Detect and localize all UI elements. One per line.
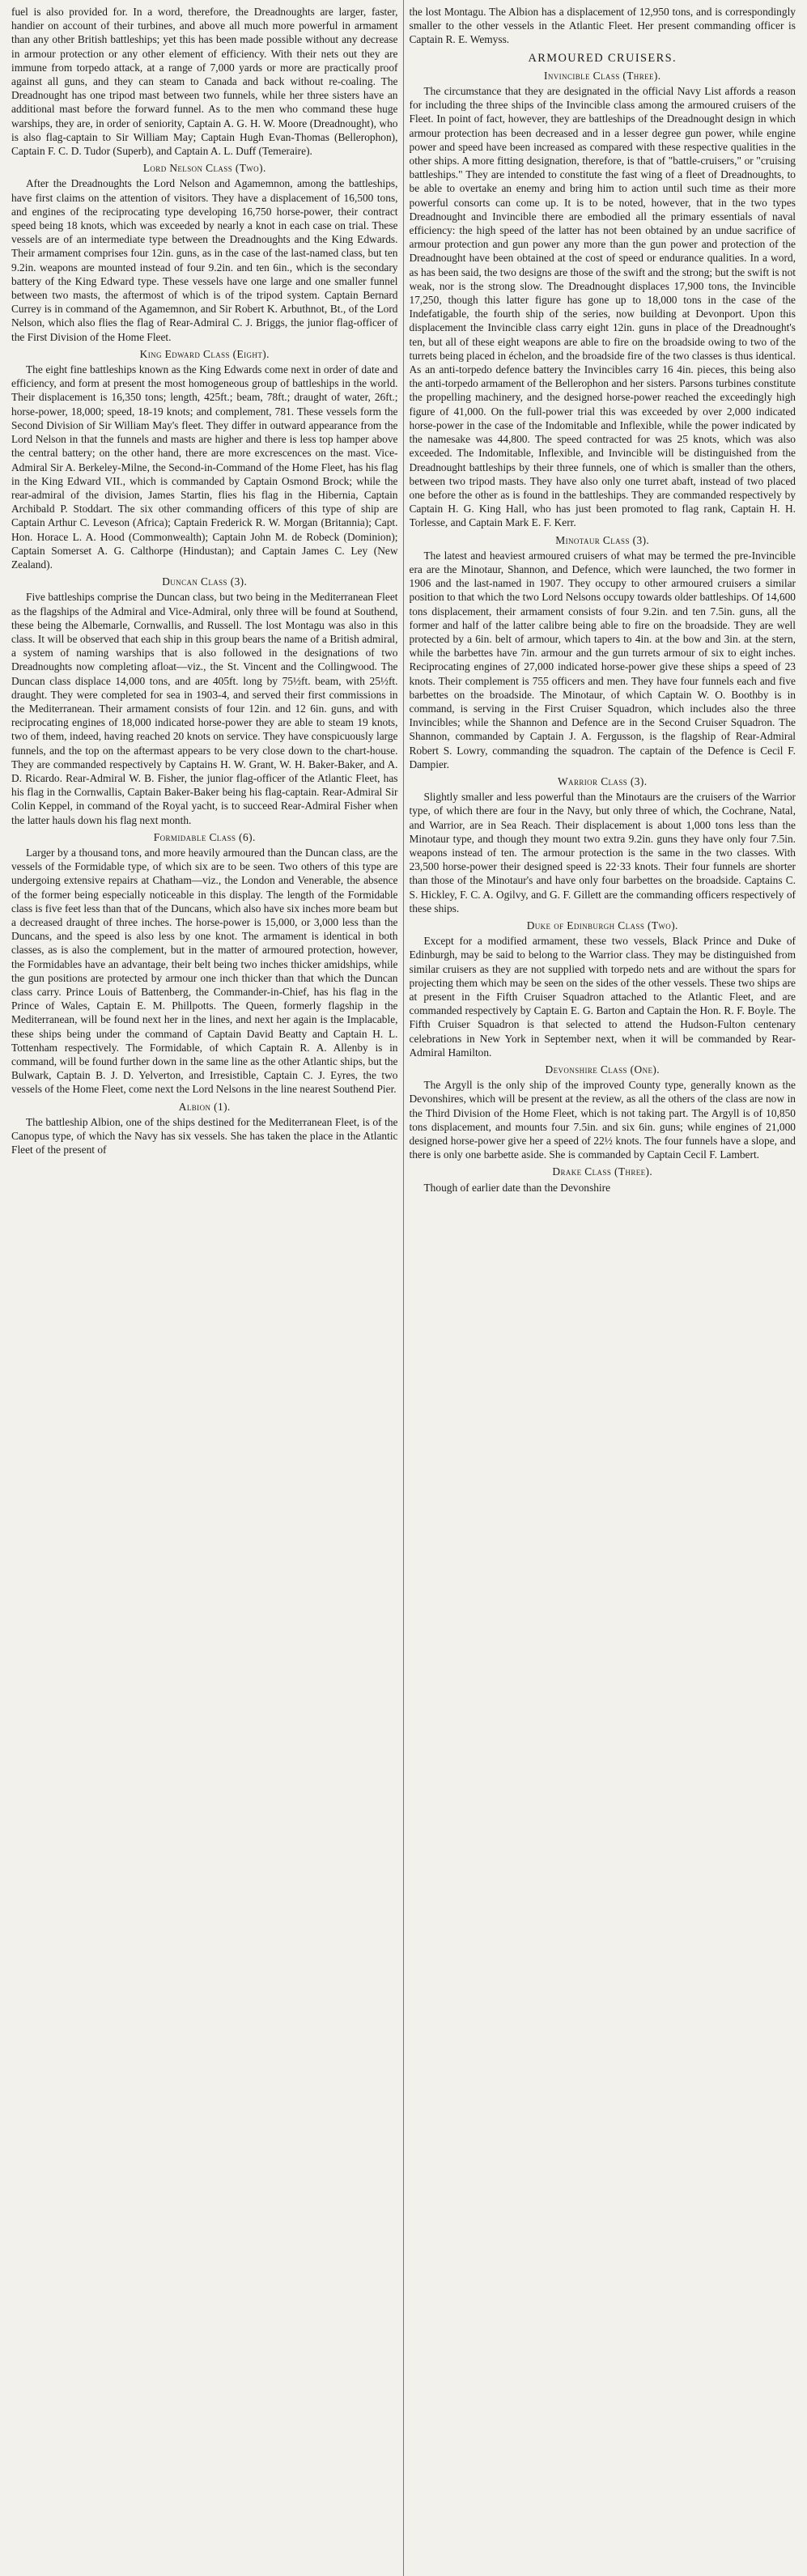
drake-paragraph: Though of earlier date than the Devonshire [423,1181,611,1194]
king-edward-heading: King Edward Class (Eight). [139,347,270,360]
column-divider [403,0,404,2576]
duncan-heading: Duncan Class (3). [162,575,248,588]
armoured-cruisers-heading: ARMOURED CRUISERS. [528,51,677,65]
minotaur-heading: Minotaur Class (3). [555,533,650,546]
invincible-paragraph: The circumstance that they are designated in the official Navy List affords a reason for including the three ships of the Invincible class among the armoured cruisers of the Fleet. In point of fact, however, they are battleships of the Dreadnought design in which armour protection has been decreased and in a lesser degree gun power, while engine power and speed have been increased as compared with these respective qualities in the other ships. A more fitting designation, therefore, is that of "battle-cruisers," or "cruising battleships." They are intended to constitute the fast wing of a fleet of Dreadnoughts, to be able to overtake an enemy and bring him to action until such time as their more powerful consorts can come up. It is to be noted, however, that in the two types Dreadnought and Invincible there are embodied all the primary essentials of naval efficiency: the high speed of the latter has not been obtained by an undue sacrifice of armour protection and gun power any more than the gun power and protection of the Dreadnought have been obtained at the cost of speed or endurance qualities. In a word, as has been said, the two designs are those of the swift and the strong; but the swift is not weak, nor is the strong slow. The Dreadnought displaces 17,900 tons, the Invincible 17,250, though this latter figure has gone up to 18,000 tons in the case of the Indefatigable, the fourth ship of the series, now building at Devonport. Upon this displacement the Invincible class carry eight 12in. guns in place of the Dreadnought's ten, but all of these eight weapons are able to fire on the broadside owing to two of the turrets being placed in échelon, and the broadside fire of the two classes is thus identical. As an anti-torpedo defence battery the Invincibles carry 16 4in. pieces, this being also the anti-torpedo armament of the Bellerophon and her sisters. Parsons turbines constitute the propelling machinery, and the designed horse-power reached the exceedingly high figure of 41,000. On the full-power trial this was exceeded by over 2,000 indicated horse-power in the case of the Indomitable and Inflexible, while the power indicated by the namesake was 44,800. The speed contracted for was 25 knots, which was also exceeded. The Indomitable, Inflexible, and Invincible will be distinguished from the Dreadnought battleships by their three funnels, one of which is smaller than the others, between two tripod masts. They have also only one turret abaft, instead of two placed one before the other as is found in the battleships. They are commanded respectively by Captain H. G. King Hall, who has just been promoted to flag rank, Captain H. H. Torlesse, and Captain Mark E. F. Kerr. [409,85,796,529]
warrior-heading: Warrior Class (3). [558,774,648,787]
dreadnought-paragraph: fuel is also provided for. In a word, therefore, the Dreadnoughts are larger, faster, handier on account of their turbines, and above all much more powerful in armament than any other British battleships; yet this has been made possible without any decrease in armour protection or any other element of efficiency. With their nets out they are immune from torpedo attack, at a range of 7,000 yards or more are practically proof against all guns, and they can steam to Canada and back without re-coaling. The Dreadnought has one tripod mast between two funnels, while her three sisters have an additional mast before the forward funnel. As to the men who command these huge warships, they are, in order of seniority, Captain A. G. H. W. Moore (Dreadnought), who is also flag-captain to Sir William May; Captain Hugh Evan-Thomas (Bellerophon), Captain F. C. D. Tudor (Superb), and Captain A. L. Duff (Temeraire). [11,6,398,158]
duncan-paragraph: Five battleships comprise the Duncan class, but two being in the Mediterranean Fleet as the flagships of the Admiral and Vice-Admiral, only three will be found at Southend, these being the Albemarle, Cornwallis, and Russell. The lost Montagu was also in this class. It will be observed that each ship in this group bears the name of a British admiral, a system of naming warships that is also followed in the designations of two Dreadnoughts now completing afloat—viz., the St. Vincent and the Collingwood. The Duncan class displace 14,000 tons, and are 405ft. long by 75½ft. beam, with 25½ft. draught. They were completed for sea in 1903-4, and served their first commissions in the Mediterranean. Their armament consists of four 12in. and 12 6in. guns, and with reciprocating engines of 18,000 indicated horse-power they are able to steam 19 knots, two of them, indeed, having reached 20 knots on service. They have conspicuously large funnels, and the top on the aftermast appears to be very close down to the chart-house. They are commanded respectively by Captains H. W. Grant, W. H. Baker-Baker, and A. D. Ricardo. Rear-Admiral W. B. Fisher, the junior flag-officer of the Atlantic Fleet, has his flag in the Cornwallis, Captain Baker-Baker being his flag-captain. Rear-Admiral Sir Colin Keppel, in command of the Royal yacht, is to succeed Rear-Admiral Fisher when the latter hauls down his flag next month. [11,591,398,826]
albion-paragraph: The battleship Albion, one of the ships destined for the Mediterranean Fleet, is of the Canopus type, of which the Navy has six vessels. She has taken the place in the Atlantic Fleet of the present of [11,1115,398,1156]
devonshire-heading: Devonshire Class (One). [545,1063,660,1076]
king-edward-paragraph: The eight fine battleships known as the King Edwards come next in order of date and efficiency, and form at present the most homogeneous group of battleships in the world. Their displacement is 16,350 tons; length, 425ft.; beam, 78ft.; draught of water, 26ft.; horse-power, 18,000; speed, 18-19 knots; and complement, 781. These vessels form the Second Division of Sir William May's fleet. They differ in outward appearance from the Lord Nelson in that the funnels and masts are higher and there is less top hamper above the central battery; on the other hand, there are more excrescences on the mast. Vice-Admiral Sir A. Berkeley-Milne, the Second-in-Command of the Home Fleet, has his flag in the King Edward VII., which is commanded by Captain Osmond Brock; while the rear-admiral of the division, James Startin, flies his flag in the Hibernia, Captain Archibald P. Stoddart. The six other commanding officers of this type of ship are Captain Arthur C. Leveson (Africa); Captain Frederick R. W. Morgan (Britannia); Capt. Hon. Horace L. A. Hood (Commonwealth); Captain John M. de Robeck (Dominion); Captain Somerset A. G. Calthorpe (Hindustan); and Captain James C. Ley (New Zealand). [11,363,398,571]
formidable-paragraph: Larger by a thousand tons, and more heavily armoured than the Duncan class, are the vessels of the Formidable type, of which six are to be seen. Two others of this type are undergoing extensive repairs at Chatham—viz., the London and Venerable, the absence of the former being especially noticeable in this display. The length of the Formidable class is five feet less than that of the Duncans, which also have six inches more beam but a decreased draught of three inches. The horse-power is 15,000, or 3,000 less than the Duncans, and the speed is also less by one knot. The armament is identical in both classes, as is also the complement, but in the matter of armoured protection, however, the Formidables have an advantage, their belt being two inches thicker amidships, while the gun positions are protected by armour one inch thicker than that which the Duncan class carry. Prince Louis of Battenberg, the Commander-in-Chief, has his flag in the Prince of Wales, Captain E. M. Phillpotts. The Queen, formerly flagship in the Mediterranean, will be found next her in the lines, and next her again is the Implacable, these ships being under the command of Captain David Beatty and Captain H. L. Tottenham respectively. The Formidable, of which Captain R. A. Allenby is in command, will be found further down in the same line as the other Atlantic ships, but the Bulwark, Captain B. J. D. Yelverton, and Irresistible, Captain C. J. Eyres, the two vessels of the Home Fleet, come next the Lord Nelsons in the line nearest Southend Pier. [11,846,398,1096]
duke-of-edinburgh-paragraph: Except for a modified armament, these two vessels, Black Prince and Duke of Edinburgh, may be said to belong to the Warrior class. They may be distinguished from similar cruisers as they are not supplied with torpedo nets and are without the spars for projecting them which may be seen on the sides of the other vessels. These two ships are at present in the Fifth Cruiser Squadron attached to the Atlantic Fleet, and are commanded respectively by Captain E. G. Barton and Captain the Hon. R. F. Boyle. The Fifth Cruiser Squadron is that selected to attend the Hudson-Fulton centenary celebrations in New York in September next, when it will be commanded by Rear-Admiral Hamilton. [409,935,796,1059]
lord-nelson-paragraph: After the Dreadnoughts the Lord Nelson and Agamemnon, among the battleships, have first claims on the attention of visitors. They have a displacement of 16,500 tons, and engines of the reciprocating type developing 16,750 horse-power, their contract speed being 18 knots, which was exceeded by nearly a knot in each case on trial. These vessels are of an intermediate type between the Dreadnoughts and the King Edwards. Their armament comprises four 12in. guns, as in the case of the last-named class, but ten 9.2in. weapons are mounted instead of four 9.2in. and ten 6in., which is the secondary battery of the King Edward type. These vessels have one large and one smaller funnel between two masts, the aftermost of which is of the tripod system. Captain Bernard Currey is in command of the Agamemnon, and Sir Robert K. Arbuthnot, Bt., of the Lord Nelson, which also flies the flag of Rear-Admiral C. J. Briggs, the junior flag-officer of the First Division of the Home Fleet. [11,177,398,343]
left-column [11,5,398,2576]
minotaur-paragraph: The latest and heaviest armoured cruisers of what may be termed the pre-Invincible era are the Minotaur, Shannon, and Defence, which were launched, the two former in 1906 and the last-named in 1907. They occupy to other armoured cruisers a similar position to that which the two Lord Nelsons occupy towards older battleships. Of 14,600 tons displacement, their armament consists of four 9.2in. and ten 7.5in. guns, all the former and half of the latter calibre being able to fire on the broadside. They are well protected by a 6in. belt of armour, which tapers to 4in. at the bow and 3in. at the stern, while the barbettes have 7in. armour and the gun turrets armour of six to eight inches. Reciprocating engines of 27,000 indicated horse-power give these ships a speed of 23 knots. Their complement is 755 officers and men. They have four funnels each and five barbettes on the broadside. The Minotaur, of which Captain W. O. Boothby is in command, is serving in the First Cruiser Squadron, which includes also the three Invincibles; while the Shannon and Defence are in the Second Cruiser Squadron. The Shannon, commanded by Captain J. A. Fergusson, is the flagship of Rear-Admiral Robert S. Lowry, commanding the squadron. The captain of the Defence is Cecil F. Dampier. [409,549,796,770]
invincible-heading: Invincible Class (Three). [543,69,661,82]
drake-heading: Drake Class (Three). [552,1165,653,1178]
devonshire-paragraph: The Argyll is the only ship of the improved County type, generally known as the Devonshires, which will be present at the review, as all the others of the class are now in the Third Division of the Home Fleet, which is not taking part. The Argyll is of 10,850 tons displacement, and mounts four 7.5in. and six 6in. guns; while engines of 21,000 designed horse-power give her a speed of 22½ knots. The four funnels have a slope, and there is only one barbette aside. She is commanded by Captain Cecil F. Lambert. [409,1079,796,1161]
formidable-heading: Formidable Class (6). [153,830,256,843]
albion-continued-paragraph: the lost Montagu. The Albion has a displacement of 12,950 tons, and is correspondingly smaller to the other vessels in the Atlantic Fleet. Her present commanding officer is Captain R. E. Wemyss. [409,6,796,46]
right-column [410,5,796,2576]
albion-heading: Albion (1). [178,1100,231,1113]
warrior-paragraph: Slightly smaller and less powerful than the Minotaurs are the cruisers of the Warrior type, of which there are four in the Navy, but only three of which, the Cochrane, Natal, and Warrior, are in Sea Reach. Their displacement is about 1,000 tons less than the Minotaur type, and though they mount two extra 9.2in. guns they have only four 7.5in. weapons instead of ten. The armour protection is the same in the two classes. With 23,500 horse-power their designed speed is 22·33 knots. Their four funnels are shorter than those of the Minotaur's and have only four barbettes on the broadside. Captains C. S. Hickley, F. C. A. Ogilvy, and G. F. Gillett are the commanding officers respectively of these ships. [409,791,796,915]
lord-nelson-heading: Lord Nelson Class (Two). [142,162,266,175]
duke-of-edinburgh-heading: Duke of Edinburgh Class (Two). [526,919,678,932]
